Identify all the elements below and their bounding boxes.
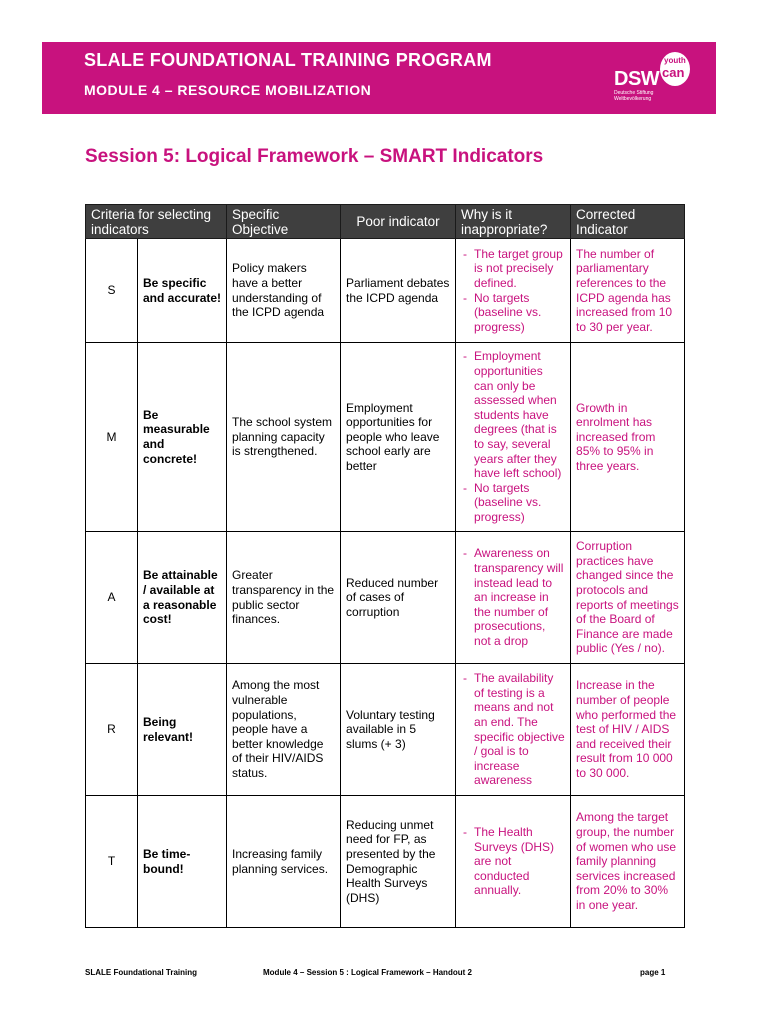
smart-letter: S [86, 239, 138, 343]
corrected-indicator: Corruption practices have changed since the protocols and reports of meetings of the Board of Finance are made public (Yes / no). [571, 532, 685, 664]
smart-letter: M [86, 343, 138, 532]
header-banner [42, 42, 716, 114]
why-item: - Awareness on transparency will instead lead to an increase in the number of prosecutions, not a drop [461, 546, 565, 648]
why-item: - The Health Surveys (DHS) are not conducted annually. [461, 825, 565, 898]
footer-page-number: page 1 [640, 968, 666, 977]
poor-indicator: Reducing unmet need for FP, as presented by the Demographic Health Surveys (DHS) [341, 796, 456, 928]
smart-letter: T [86, 796, 138, 928]
smart-letter: A [86, 532, 138, 664]
session-title: Session 5: Logical Framework – SMART Indicators [85, 146, 544, 167]
smart-indicators-table [85, 204, 685, 928]
why-inappropriate [456, 796, 571, 928]
criterion: Be measurable and concrete! [138, 343, 227, 532]
why-item: - No targets (baseline vs. progress) [461, 291, 565, 335]
header-poor-indicator: Poor indicator [341, 205, 456, 239]
table-row [86, 664, 685, 796]
header-criteria: Criteria for selecting indicators [86, 205, 227, 239]
table-row [86, 796, 685, 928]
criterion: Be attainable / available at a reasonable cost! [138, 532, 227, 664]
why-item: - The target group is not precisely defined. [461, 247, 565, 291]
why-inappropriate [456, 532, 571, 664]
program-title: SLALE FOUNDATIONAL TRAINING PROGRAM [84, 50, 492, 70]
header-corrected-indicator: Corrected Indicator [571, 205, 685, 239]
specific-objective: Policy makers have a better understanding of the ICPD agenda [227, 239, 341, 343]
logo-subtitle-line1: Deutsche Stiftung [614, 90, 654, 96]
poor-indicator: Parliament debates the ICPD agenda [341, 239, 456, 343]
poor-indicator: Employment opportunities for people who leave school early are better [341, 343, 456, 532]
why-inappropriate [456, 239, 571, 343]
footer-center: Module 4 – Session 5 : Logical Framework – Handout 2 [263, 968, 472, 977]
smart-letter: R [86, 664, 138, 796]
corrected-indicator: The number of parliamentary references to the ICPD agenda has increased from 10 to 30 per year. [571, 239, 685, 343]
corrected-indicator: Increase in the number of people who performed the test of HIV / AIDS and received their result from 10 000 to 30 000. [571, 664, 685, 796]
why-inappropriate [456, 664, 571, 796]
table-header-row [86, 205, 685, 239]
why-inappropriate [456, 343, 571, 532]
why-item: - No targets (baseline vs. progress) [461, 481, 565, 525]
table-row [86, 532, 685, 664]
logo-subtitle-line2: Weltbevölkerung [614, 96, 652, 102]
specific-objective: Increasing family planning services. [227, 796, 341, 928]
table-row [86, 343, 685, 532]
header-why-inappropriate: Why is it inappropriate? [456, 205, 571, 239]
specific-objective: The school system planning capacity is strengthened. [227, 343, 341, 532]
logo-youth-text: youth [664, 56, 686, 65]
dsw-youth-can-logo [614, 52, 690, 104]
poor-indicator: Reduced number of cases of corruption [341, 532, 456, 664]
specific-objective: Greater transparency in the public sector finances. [227, 532, 341, 664]
why-item: - Employment opportunities can only be assessed when students have degrees (that is to say, several years after they have left school) [461, 349, 565, 480]
table-row [86, 239, 685, 343]
logo-dsw-text: DSW [614, 68, 660, 90]
poor-indicator: Voluntary testing available in 5 slums (+ 3) [341, 664, 456, 796]
corrected-indicator: Among the target group, the number of women who use family planning services increased from 20% to 30% in one year. [571, 796, 685, 928]
module-title: MODULE 4 – RESOURCE MOBILIZATION [84, 82, 372, 98]
criterion: Be specific and accurate! [138, 239, 227, 343]
specific-objective: Among the most vulnerable populations, people have a better knowledge of their HIV/AIDS status. [227, 664, 341, 796]
header-specific-objective: Specific Objective [227, 205, 341, 239]
why-item: - The availability of testing is a means and not an end. The specific objective / goal is to increase awareness [461, 671, 565, 788]
criterion: Be time-bound! [138, 796, 227, 928]
criterion: Being relevant! [138, 664, 227, 796]
footer-left: SLALE Foundational Training [85, 968, 197, 977]
logo-can-text: can [662, 65, 685, 80]
corrected-indicator: Growth in enrolment has increased from 85% to 95% in three years. [571, 343, 685, 532]
